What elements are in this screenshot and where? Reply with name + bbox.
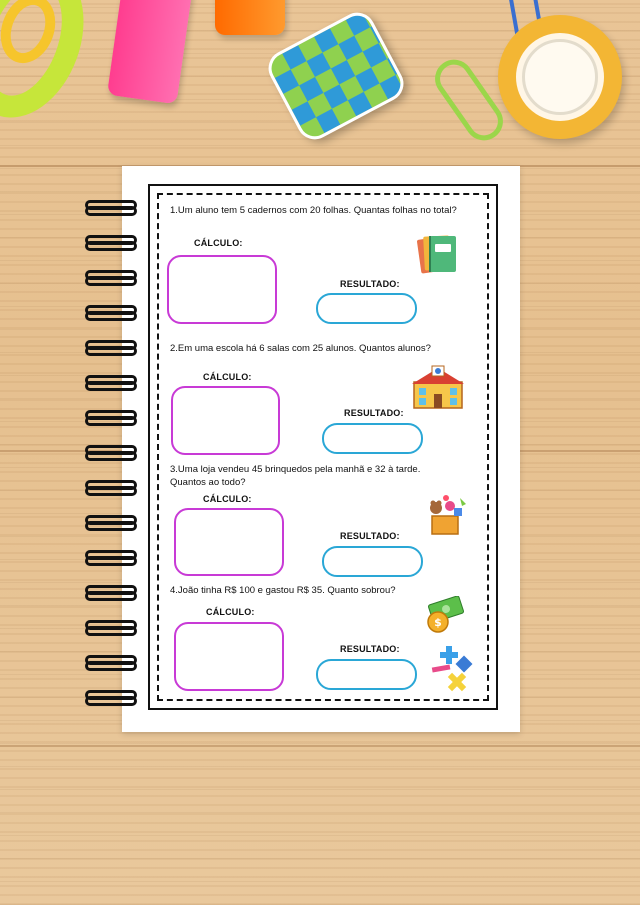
question-1-calc-box[interactable] [167, 255, 277, 324]
spiral-ring [85, 585, 140, 601]
question-4-text: 4.João tinha R$ 100 e gastou R$ 35. Quanto sobrou? [170, 585, 396, 596]
toy-box-icon [422, 490, 472, 538]
money-icon [424, 596, 468, 636]
question-3-calc-box[interactable] [174, 508, 284, 576]
spiral-ring [85, 235, 140, 251]
orange-highlighter [215, 0, 285, 35]
question-1-text: 1.Um aluno tem 5 cadernos com 20 folhas. Quantas folhas no total? [170, 205, 457, 216]
question-2-calc-box[interactable] [171, 386, 280, 455]
spiral-ring [85, 620, 140, 636]
question-2-result-label: RESULTADO: [344, 408, 404, 418]
question-1-result-label: RESULTADO: [340, 279, 400, 289]
spiral-ring [85, 410, 140, 426]
spiral-ring [85, 445, 140, 461]
question-2-text: 2.Em uma escola há 6 salas com 25 alunos. Quantos alunos? [170, 343, 431, 354]
spiral-ring [85, 340, 140, 356]
question-2-result-box[interactable] [322, 423, 423, 454]
question-4-result-label: RESULTADO: [340, 644, 400, 654]
tape-roll-core [522, 39, 598, 115]
question-3-text-line1: 3.Uma loja vendeu 45 brinquedos pela manhã e 32 à tarde. [170, 464, 421, 475]
spiral-ring [85, 515, 140, 531]
pink-highlighter [107, 0, 193, 104]
spiral-ring [85, 305, 140, 321]
school-icon [410, 364, 466, 410]
question-3-calc-label: CÁLCULO: [203, 494, 252, 504]
svg-text:$: $ [434, 616, 442, 629]
question-4-result-box[interactable] [316, 659, 417, 690]
question-3-result-box[interactable] [322, 546, 423, 577]
spiral-ring [85, 375, 140, 391]
spiral-ring [85, 690, 140, 706]
question-2-calc-label: CÁLCULO: [203, 372, 252, 382]
question-1-calc-label: CÁLCULO: [194, 238, 243, 248]
question-1-result-box[interactable] [316, 293, 417, 324]
question-4-calc-box[interactable] [174, 622, 284, 691]
spiral-ring [85, 270, 140, 286]
notebooks-icon [416, 230, 460, 278]
question-3-result-label: RESULTADO: [340, 531, 400, 541]
math-symbols-icon [430, 644, 474, 692]
spiral-ring [85, 200, 140, 216]
spiral-ring [85, 550, 140, 566]
spiral-ring [85, 655, 140, 671]
question-3-text-line2: Quantos ao todo? [170, 477, 246, 488]
desk-plank-line [0, 745, 640, 747]
spiral-ring [85, 480, 140, 496]
question-4-calc-label: CÁLCULO: [206, 607, 255, 617]
